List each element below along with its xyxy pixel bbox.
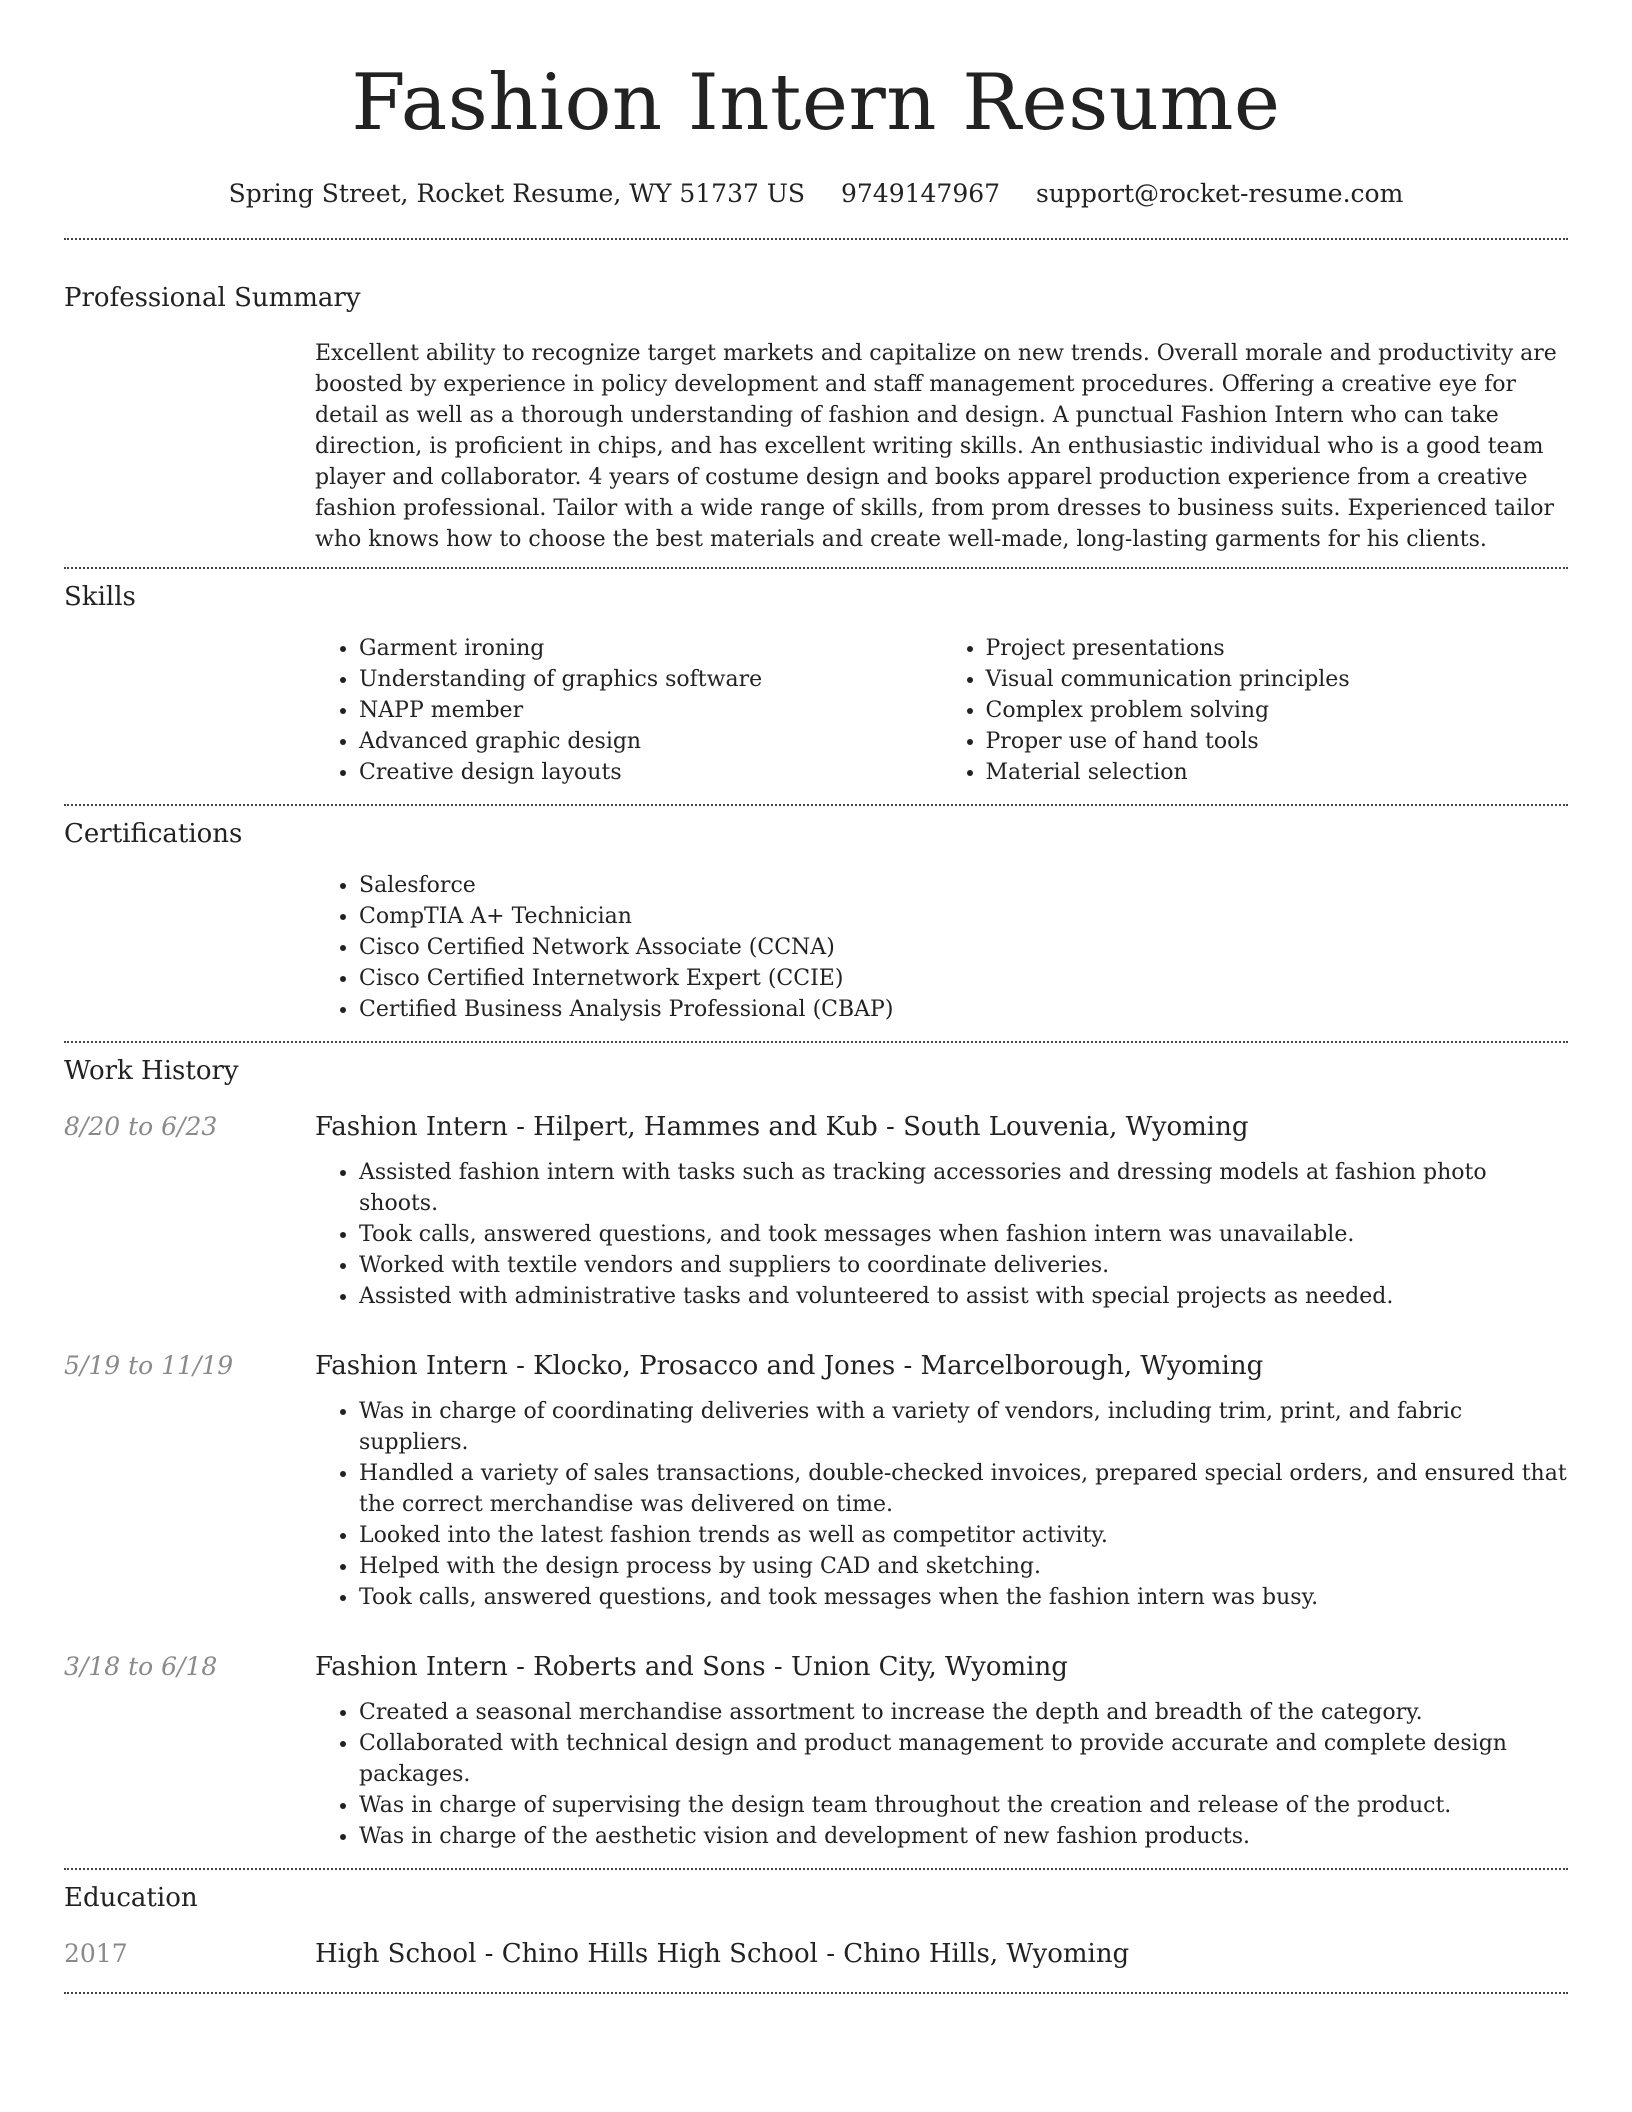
list-item: • Helped with the design process by using CAD and sketching. [359,1551,1568,1582]
list-item: • Complex problem solving [986,695,1569,726]
job-entry [64,1348,1568,1613]
list-item: • Assisted with administrative tasks and volunteered to assist with special projects as needed. [359,1281,1568,1312]
job-bullet-list [315,1697,1568,1852]
list-item: • Material selection [986,757,1569,788]
skills-right-list [942,633,1569,788]
list-item: • Proper use of hand tools [986,726,1569,757]
summary-text: Excellent ability to recognize target markets and capitalize on new trends. Overall morale and productivity are boosted by experience in policy development and staff management procedures. Offering a creative eye for detail as well as a thorough understanding of fashion and design. A punctual Fashion Intern who can take direction, is proficient in chips, and has excellent writing skills. An enthusiastic individual who is a good team player and collaborator. 4 years of costume design and books apparel production experience from a creative fashion professional. Tailor with a wide range of skills, from prom dresses to business suits. Experienced tailor who knows how to choose the best materials and create well-made, long-lasting garments for his clients. [315,341,1557,552]
certifications-section [64,806,1568,1025]
list-item: • Was in charge of supervising the design team throughout the creation and release of the product. [359,1790,1568,1821]
job-date: 8/20 to 6/23 [64,1112,218,1141]
contact-line [64,176,1568,212]
education-section [64,1870,1568,1972]
education-entry [64,1936,1568,1972]
job-title: Fashion Intern - Hilpert, Hammes and Kub - South Louvenia, Wyoming [315,1112,1249,1142]
list-item: • Created a seasonal merchandise assortment to increase the depth and breadth of the category. [359,1697,1568,1728]
job-entry [64,1109,1568,1312]
job-date: 3/18 to 6/18 [64,1652,218,1681]
list-item: • Assisted fashion intern with tasks such as tracking accessories and dressing models at fashion photo shoots. [359,1157,1568,1219]
list-item: • Visual communication principles [986,664,1569,695]
list-item: • CompTIA A+ Technician [359,901,1568,932]
list-item: • Salesforce [359,870,1568,901]
job-details [315,1396,1568,1613]
skills-section [64,569,1568,788]
list-item: • Took calls, answered questions, and took messages when fashion intern was unavailable. [359,1219,1568,1250]
summary-section [64,240,1568,555]
list-item: • Handled a variety of sales transactions, double-checked invoices, prepared special orders, and ensured that the correct merchandise was delivered on time. [359,1458,1568,1520]
job-header [64,1109,1568,1145]
skills-left-list [315,633,942,788]
job-title: Fashion Intern - Roberts and Sons - Union City, Wyoming [315,1652,1068,1682]
certifications-content [315,870,1568,1025]
list-item: • Understanding of graphics software [359,664,942,695]
list-item: • Collaborated with technical design and product management to provide accurate and complete design packages. [359,1728,1568,1790]
job-header [64,1348,1568,1384]
list-item: • Creative design layouts [359,757,942,788]
list-item: • Took calls, answered questions, and took messages when the fashion intern was busy. [359,1582,1568,1613]
list-item: • Project presentations [986,633,1569,664]
address: Spring Street, Rocket Resume, WY 51737 US [228,179,806,208]
list-item: • Cisco Certified Internetwork Expert (CCIE) [359,963,1568,994]
job-header [64,1649,1568,1685]
list-item: • Was in charge of coordinating deliveries with a variety of vendors, including trim, print, and fabric suppliers. [359,1396,1568,1458]
list-item: • NAPP member [359,695,942,726]
skills-grid [315,633,1568,788]
summary-content [315,338,1568,555]
job-title: Fashion Intern - Klocko, Prosacco and Jones - Marcelborough, Wyoming [315,1351,1264,1381]
job-details [315,1157,1568,1312]
job-bullet-list [315,1396,1568,1613]
work-section [64,1043,1568,1852]
list-item: • Certified Business Analysis Professional (CBAP) [359,994,1568,1025]
job-details [315,1697,1568,1852]
education-date: 2017 [64,1939,128,1968]
resume-page [64,0,1568,1994]
email: support@rocket-resume.com [1036,179,1404,208]
list-item: • Cisco Certified Network Associate (CCNA) [359,932,1568,963]
page-title: Fashion Intern Resume [351,58,1281,148]
list-item: • Advanced graphic design [359,726,942,757]
list-item: • Garment ironing [359,633,942,664]
job-date: 5/19 to 11/19 [64,1351,234,1380]
divider [64,1992,1568,1994]
section-title-education: Education [64,1883,198,1913]
list-item: • Worked with textile vendors and suppliers to coordinate deliveries. [359,1250,1568,1281]
list-item: • Looked into the latest fashion trends as well as competitor activity. [359,1520,1568,1551]
phone: 9749147967 [840,179,1001,208]
section-title-certifications: Certifications [64,819,243,849]
section-title-work: Work History [64,1056,239,1086]
certifications-list [315,870,1568,1025]
job-bullet-list [315,1157,1568,1312]
job-entry [64,1649,1568,1852]
section-title-summary: Professional Summary [64,283,361,313]
education-title: High School - Chino Hills High School - Chino Hills, Wyoming [315,1939,1130,1969]
section-title-skills: Skills [64,582,136,612]
list-item: • Was in charge of the aesthetic vision and development of new fashion products. [359,1821,1568,1852]
